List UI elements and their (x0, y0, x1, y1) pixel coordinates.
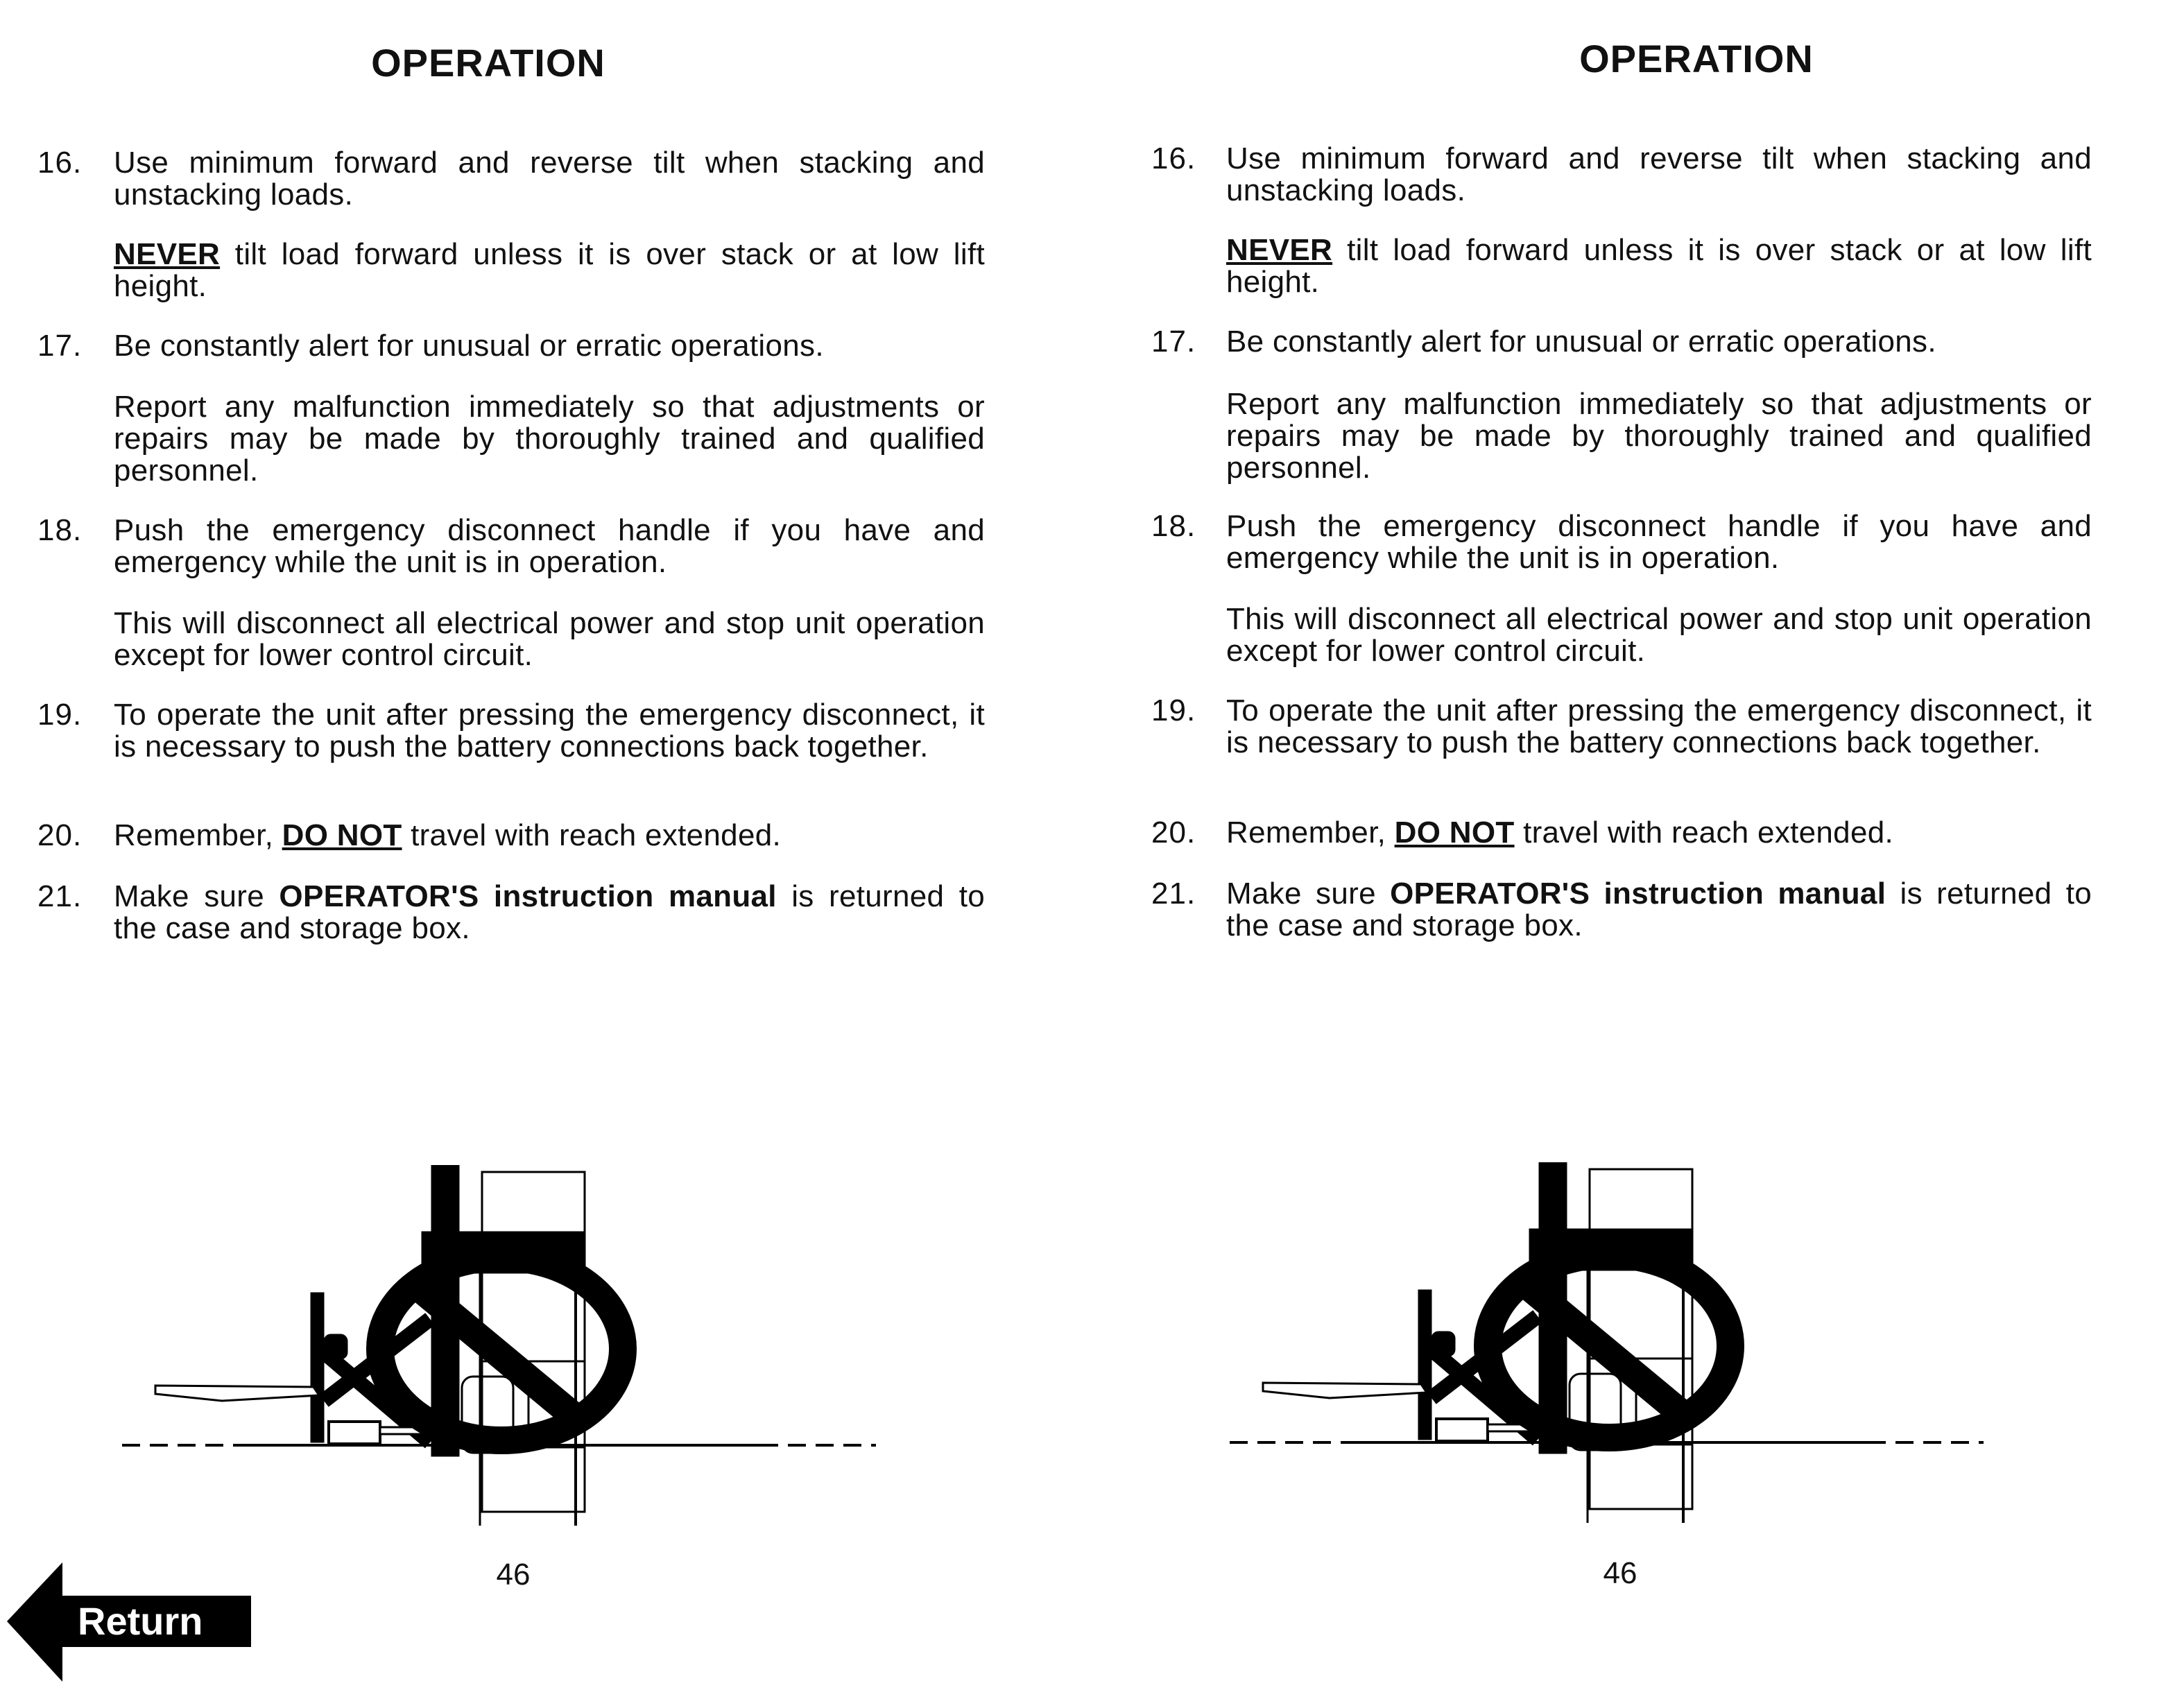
instruction-paragraph (114, 239, 985, 302)
text-segment: Use minimum forward and reverse tilt when stacking and unstacking loads. (1226, 141, 2092, 207)
instruction-paragraph (1226, 603, 2092, 667)
emphasis-bold: OPERATOR'S instruction manual (279, 879, 777, 913)
text-segment: To operate the unit after pressing the emergency disconnect, it is necessary to push the battery connections back together. (114, 698, 985, 764)
text-segment: is returned to the case and storage box. (1226, 877, 2092, 942)
instruction-paragraph (1226, 817, 2092, 849)
item-number: 18. (37, 513, 83, 547)
text-segment: Be constantly alert for unusual or erratic operations. (1226, 325, 1936, 359)
prohibition-sign-icon (1488, 1254, 1730, 1438)
text-segment: Remember, (114, 818, 282, 852)
item-number: 16. (37, 146, 83, 180)
return-button[interactable] (7, 1562, 251, 1682)
page-title: OPERATION (1579, 37, 1814, 80)
instruction-paragraph (114, 699, 985, 763)
page-number: 46 (496, 1558, 531, 1592)
text-segment: Report any malfunction immediately so that adjustments or repairs may be made by thoroughly trained and qualified personnel. (114, 390, 985, 488)
item-number: 20. (1151, 816, 1196, 850)
page-title: OPERATION (371, 41, 605, 85)
item-number: 21. (1151, 877, 1196, 911)
instruction-paragraph (1226, 388, 2092, 484)
text-segment: Report any malfunction immediately so that adjustments or repairs may be made by thoroughly trained and qualified personnel. (1226, 387, 2092, 485)
item-number: 16. (1151, 141, 1196, 175)
instruction-paragraph (114, 391, 985, 487)
item-number: 19. (1151, 693, 1196, 727)
page-right (1110, 0, 2095, 1690)
text-segment: travel with reach extended. (1514, 816, 1894, 850)
text-segment: travel with reach extended. (402, 818, 782, 852)
page-number: 46 (1603, 1556, 1637, 1590)
text-segment: tilt load forward unless it is over stack or at low lift height. (1226, 233, 2092, 299)
text-segment: is returned to the case and storage box. (114, 879, 985, 945)
forklift-prohibited-icon (104, 1165, 902, 1526)
text-segment: Use minimum forward and reverse tilt when stacking and unstacking loads. (114, 146, 985, 212)
text-segment: Make sure (1226, 877, 1391, 911)
item-number: 19. (37, 698, 83, 732)
instruction-paragraph (1226, 878, 2092, 942)
forklift-prohibited-icon (1212, 1162, 2009, 1523)
text-segment: Be constantly alert for unusual or erratic operations. (114, 329, 824, 363)
text-segment: This will disconnect all electrical power and stop unit operation except for lower control circuit. (1226, 602, 2092, 668)
instruction-paragraph (1226, 143, 2092, 207)
text-segment: This will disconnect all electrical power and stop unit operation except for lower control circuit. (114, 606, 985, 672)
instruction-paragraph (1226, 510, 2092, 574)
page-left (0, 0, 985, 1690)
return-label: Return (78, 1599, 203, 1643)
instruction-paragraph (114, 881, 985, 945)
text-segment: Make sure (114, 879, 280, 913)
item-number: 17. (1151, 325, 1196, 359)
emphasis-underlined: NEVER (114, 237, 221, 271)
instruction-paragraph (114, 820, 985, 852)
instruction-paragraph (1226, 326, 2092, 358)
text-segment: Push the emergency disconnect handle if you have and emergency while the unit is in operation. (114, 513, 985, 579)
instruction-paragraph (114, 147, 985, 211)
instruction-paragraph (1226, 695, 2092, 759)
emphasis-underlined: DO NOT (1394, 816, 1515, 850)
text-segment: tilt load forward unless it is over stack or at low lift height. (114, 237, 985, 303)
emphasis-bold: OPERATOR'S instruction manual (1390, 877, 1886, 911)
item-number: 20. (37, 818, 83, 852)
text-segment: Push the emergency disconnect handle if you have and emergency while the unit is in operation. (1226, 509, 2092, 575)
item-number: 21. (37, 879, 83, 913)
instruction-paragraph (114, 607, 985, 671)
text-segment: To operate the unit after pressing the emergency disconnect, it is necessary to push the battery connections back together. (1226, 693, 2092, 759)
emphasis-underlined: DO NOT (282, 818, 402, 852)
item-number: 17. (37, 329, 83, 363)
emphasis-underlined: NEVER (1226, 233, 1333, 267)
instruction-paragraph (114, 515, 985, 578)
text-segment: Remember, (1226, 816, 1395, 850)
prohibition-sign-icon (380, 1257, 623, 1440)
instruction-paragraph (1226, 234, 2092, 298)
item-number: 18. (1151, 509, 1196, 543)
instruction-paragraph (114, 330, 985, 362)
